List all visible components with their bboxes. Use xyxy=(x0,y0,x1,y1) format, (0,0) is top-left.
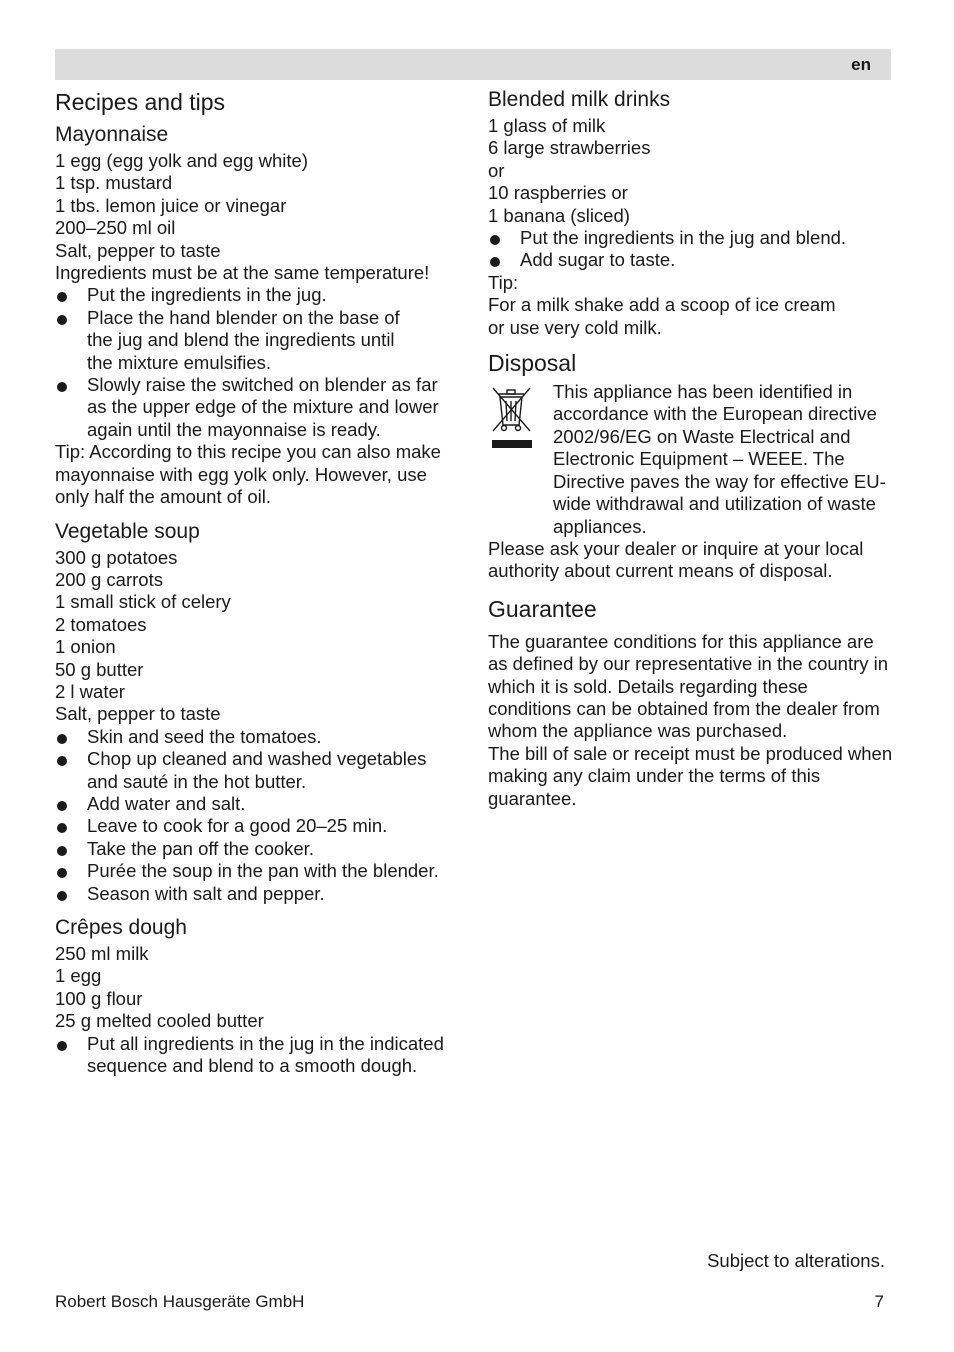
crepes-steps xyxy=(55,1033,460,1078)
ingredient-line: 1 glass of milk xyxy=(488,115,606,136)
ingredient-line: 6 large strawberries xyxy=(488,137,651,159)
step-item: Put the ingredients in the jug. xyxy=(55,284,460,306)
ingredient-line: 200–250 ml oil xyxy=(55,217,176,239)
ingredient-line: 2 l water xyxy=(55,680,125,702)
guarantee-paragraph: The guarantee conditions for this appliance are as defined by our representative in the country in which it is sold. Details regarding these conditions can be obtained from the dealer from whom the appliance was purchased. xyxy=(488,630,889,742)
step-item: Put the ingredients in the jug and blend. xyxy=(488,227,893,249)
left-column xyxy=(55,84,460,1083)
soup-heading: Vegetable soup xyxy=(55,519,200,543)
crepes-heading: Crêpes dough xyxy=(55,916,187,939)
ingredient-line: 250 ml milk xyxy=(55,943,149,964)
step-item: Leave to cook for a good 20–25 min. xyxy=(55,815,460,837)
weee-crossed-bin-icon xyxy=(490,385,534,455)
step-item: Put all ingredients in the jug in the indicated sequence and blend to a smooth dough. xyxy=(55,1033,460,1078)
ingredient-line: or xyxy=(488,159,505,181)
ingredient-line: 1 egg (egg yolk and egg white) xyxy=(55,150,309,171)
soup-steps xyxy=(55,726,460,905)
ingredient-line: 50 g butter xyxy=(55,658,144,680)
ingredient-line: 1 tbs. lemon juice or vinegar xyxy=(55,194,287,216)
footer-company: Robert Bosch Hausgeräte GmbH xyxy=(55,1292,305,1311)
page-number: 7 xyxy=(874,1292,884,1311)
disposal-body xyxy=(488,381,893,538)
crepes-section xyxy=(55,915,460,1077)
ingredient-line: 200 g carrots xyxy=(55,568,163,590)
milk-section xyxy=(488,87,893,339)
step-item: Place the hand blender on the base of the jug and blend the ingredients until the mixture emulsifies. xyxy=(55,307,460,374)
milk-heading: Blended milk drinks xyxy=(488,88,671,111)
ingredient-line: Salt, pepper to taste xyxy=(55,703,221,725)
step-item: Season with salt and pepper. xyxy=(55,883,460,905)
ingredient-line: Ingredients must be at the same temperature! xyxy=(55,262,430,284)
milk-steps xyxy=(488,227,893,272)
alterations-note: Subject to alterations. xyxy=(707,1250,885,1271)
tip-text: According to this recipe you can also make mayonnaise with egg yolk only. However, use only half the amount of oil. xyxy=(55,441,441,508)
page-title: Recipes and tips xyxy=(55,89,226,115)
tip-label: Tip: xyxy=(55,441,86,463)
step-item: Slowly raise the switched on blender as far as the upper edge of the mixture and lower again until the mayonnaise is ready. xyxy=(55,374,460,441)
language-code: en xyxy=(851,55,871,74)
disposal-heading: Disposal xyxy=(488,350,577,377)
guarantee-section xyxy=(488,595,893,810)
ingredient-line: 1 banana (sliced) xyxy=(488,204,630,226)
ingredient-line: 1 egg xyxy=(55,965,102,987)
step-item: Purée the soup in the pan with the blender. xyxy=(55,860,460,882)
ingredient-line: 10 raspberries or xyxy=(488,182,628,204)
ingredient-line: Salt, pepper to taste xyxy=(55,239,221,261)
guarantee-heading: Guarantee xyxy=(488,595,597,622)
ingredient-line: 300 g potatoes xyxy=(55,546,178,568)
mayonnaise-section xyxy=(55,122,460,509)
mayonnaise-steps xyxy=(55,284,460,441)
ingredient-line: 25 g melted cooled butter xyxy=(55,1010,264,1032)
step-item: Skin and seed the tomatoes. xyxy=(55,726,460,748)
right-column xyxy=(488,84,893,816)
guarantee-paragraph: The bill of sale or receipt must be produced when making any claim under the terms of this guarantee. xyxy=(488,742,893,809)
mayonnaise-heading: Mayonnaise xyxy=(55,123,169,146)
tip-label: Tip: xyxy=(488,271,519,293)
step-item: Take the pan off the cooker. xyxy=(55,838,460,860)
soup-section xyxy=(55,519,460,906)
step-item: Add water and salt. xyxy=(55,793,460,815)
disposal-note: Please ask your dealer or inquire at your local authority about current means of disposal. xyxy=(488,537,864,582)
ingredient-line: 100 g flour xyxy=(55,987,143,1009)
ingredient-line: 2 tomatoes xyxy=(55,613,147,635)
disposal-section xyxy=(488,349,893,583)
disposal-text: This appliance has been identified in accordance with the European directive 2002/96/EG on Waste Electrical and Electronic Equipment – WEEE. The Directive paves the way for effective EU-wide withdrawal and utilization of waste appliances. xyxy=(553,381,886,537)
language-bar xyxy=(55,49,891,80)
step-item: Chop up cleaned and washed vegetables and sauté in the hot butter. xyxy=(55,748,460,793)
ingredient-line: 1 onion xyxy=(55,636,116,658)
tip-text: For a milk shake add a scoop of ice cream or use very cold milk. xyxy=(488,294,836,338)
mayonnaise-tip xyxy=(55,441,460,508)
ingredient-line: 1 small stick of celery xyxy=(55,591,231,613)
ingredient-line: 1 tsp. mustard xyxy=(55,172,173,194)
step-item: Add sugar to taste. xyxy=(488,249,893,271)
